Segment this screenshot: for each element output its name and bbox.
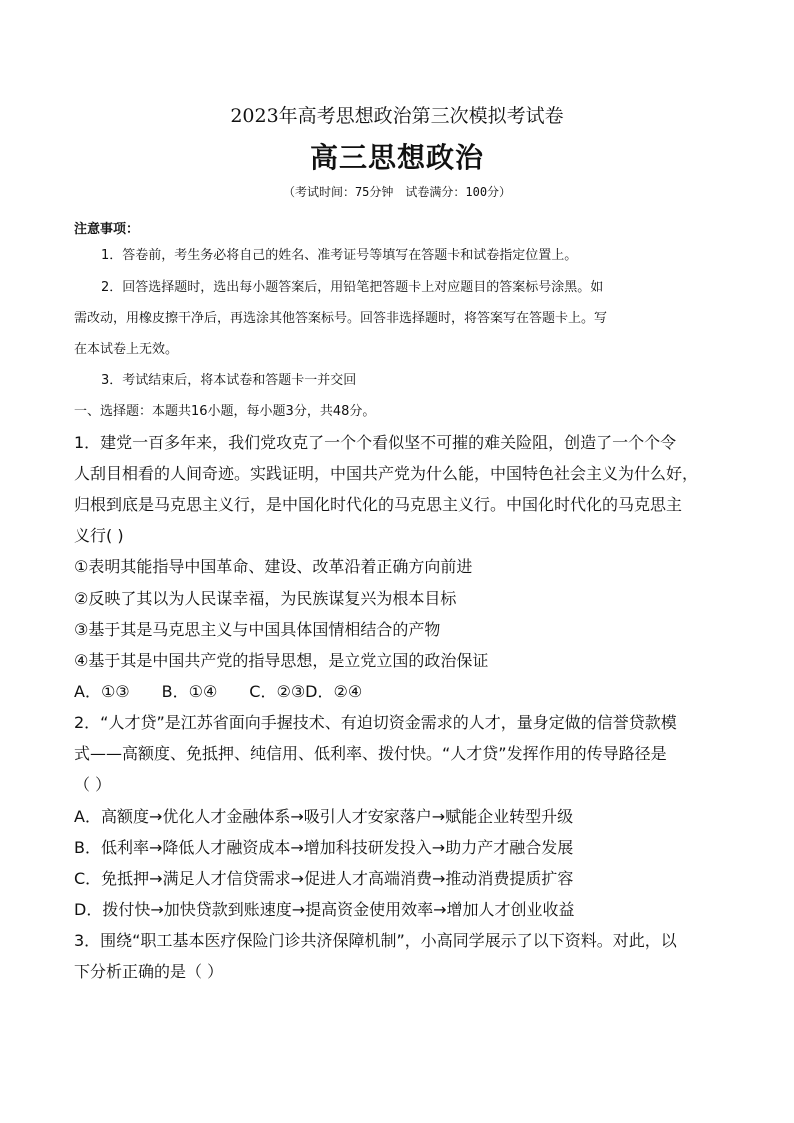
q3-stem-line-1: 3．围绕“职工基本医疗保险门诊共济保障机制”，小高同学展示了以下资料。对此，以	[74, 931, 677, 950]
exam-subject: 高三思想政治	[309, 141, 484, 174]
notice-item-1: 1．答卷前，考生务必将自己的姓名、准考证号等填写在答题卡和试卷指定位置上。	[101, 248, 578, 263]
q1-statement-2: ②反映了其以为人民谋幸福，为民族谋复兴为根本目标	[74, 589, 457, 608]
notice-heading: 注意事项：	[74, 222, 140, 237]
q1-statement-3: ③基于其是马克思主义与中国具体国情相结合的产物	[74, 620, 441, 639]
q2-option-b: B．低利率→降低人才融资成本→增加科技研发投入→助力产才融合发展	[74, 838, 574, 857]
q2-stem-line-3: （ ）	[74, 775, 112, 794]
exam-title: 2023年高考思想政治第三次模拟考试卷	[230, 105, 564, 127]
q2-option-d: D．拨付快→加快贷款到账速度→提高资金使用效率→增加人才创业收益	[74, 900, 575, 919]
notice-item-2-line-2: 需改动，用橡皮擦干净后，再选涂其他答案标号。回答非选择题时，将答案写在答题卡上。写	[74, 311, 608, 326]
q1-statement-1: ①表明其能指导中国革命、建设、改革沿着正确方向前进	[74, 557, 473, 576]
notice-item-3: 3．考试结束后，将本试卷和答题卡一并交回	[101, 373, 357, 388]
q1-stem-line-1: 1．建党一百多年来，我们党攻克了一个个看似坚不可摧的难关险阻，创造了一个个令	[74, 433, 677, 452]
q1-stem-line-2: 人刮目相看的人间奇迹。实践证明，中国共产党为什么能，中国特色社会主义为什么好，	[74, 464, 699, 483]
q2-option-c: C．免抵押→满足人才信贷需求→促进人才高端消费→推动消费提质扩容	[74, 869, 574, 888]
exam-info: （考试时间：75分钟 试卷满分：100分）	[282, 185, 512, 199]
q1-stem-line-4: 义行( )	[74, 526, 124, 545]
q2-stem-line-1: 2．“人才贷”是江苏省面向手握技术、有迫切资金需求的人才，量身定做的信誉贷款模	[74, 713, 677, 732]
q1-statement-4: ④基于其是中国共产党的指导思想，是立党立国的政治保证	[74, 651, 489, 670]
notice-item-2-line-1: 2．回答选择题时，选出每小题答案后，用铅笔把答题卡上对应题目的答案标号涂黑。如	[101, 280, 604, 295]
q2-option-a: A．高额度→优化人才金融体系→吸引人才安家落户→赋能企业转型升级	[74, 807, 574, 826]
q1-stem-line-3: 归根到底是马克思主义行，是中国化时代化的马克思主义行。中国化时代化的马克思主	[74, 495, 683, 514]
q1-options: A．①③ B．①④ C．②③D．②④	[74, 682, 363, 701]
q2-stem-line-2: 式——高额度、免抵押、纯信用、低利率、拨付快。“人才贷”发挥作用的传导路径是	[74, 744, 667, 763]
q3-stem-line-2: 下分析正确的是（ ）	[74, 962, 224, 981]
section-heading: 一、选择题：本题共16小题，每小题3分，共48分。	[74, 404, 376, 419]
notice-item-2-line-3: 在本试卷上无效。	[74, 342, 179, 357]
